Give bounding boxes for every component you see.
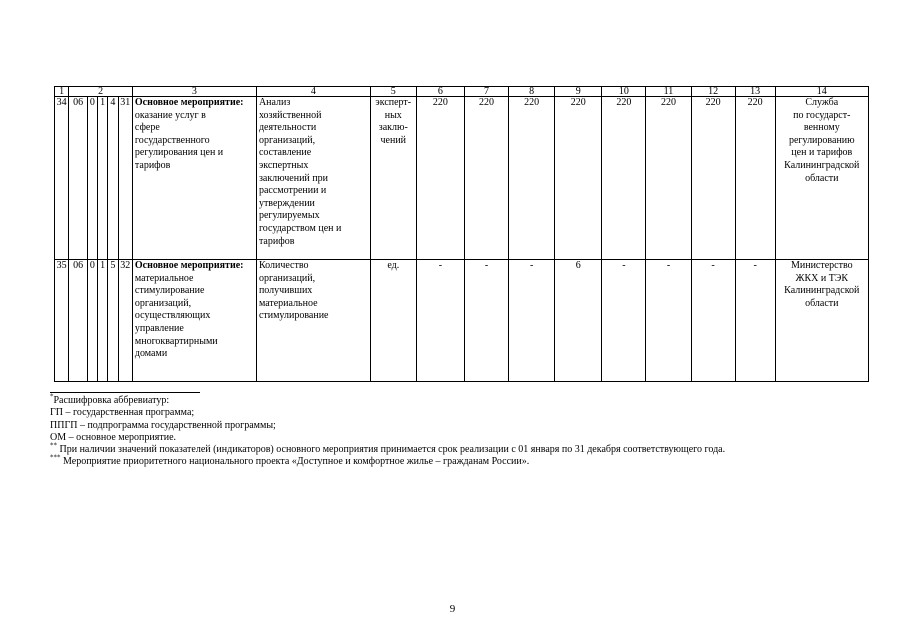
value-cell: 220 [735,97,775,260]
value-cell: - [465,260,509,382]
code-cell: 31 [118,97,132,260]
value-cell: 220 [602,97,646,260]
footnote-national-project: *** Мероприятие приоритетного национального проекта «Доступное и комфортное жилье – гражданам России». [50,454,530,468]
activity-cell [132,97,256,260]
table-row [55,260,869,382]
row-number: 34 [55,97,69,260]
column-header: 10 [602,87,646,97]
value-cell: - [646,260,691,382]
footnote-om: ОМ – основное мероприятие. [50,431,177,443]
footnote-mark: * [50,392,54,401]
footnote-divider [50,392,200,393]
column-header: 6 [416,87,464,97]
table-row [55,97,869,260]
column-header: 7 [465,87,509,97]
activity-description: оказание услуг в сфере государственного регулирования цен и тарифов [134,109,224,171]
row-number: 35 [55,260,69,382]
value-cell: - [735,260,775,382]
footnote-ppgp: ППГП – подпрограмма государственной программы; [50,419,276,431]
code-cell: 06 [69,260,87,382]
value-cell: - [416,260,464,382]
footnote-period: ** При наличии значений показателей (индикаторов) основного мероприятия принимается срок реализации с 01 января по 31 декабря соответствующего года. [50,441,726,456]
indicator-cell: Количество организаций, получивших материальное стимулирование [256,260,370,382]
footnotes [50,392,870,469]
code-cell: 5 [108,260,118,382]
executor-cell: Служба по государст- венному регулированию цен и тарифов Калининградской области [775,97,868,260]
code-cell: 1 [98,260,108,382]
unit-cell: ед. [370,260,416,382]
column-header: 2 [69,87,133,97]
value-cell: 220 [646,97,691,260]
column-header: 12 [691,87,735,97]
column-header: 3 [132,87,256,97]
column-header: 9 [555,87,602,97]
value-cell: 220 [691,97,735,260]
page-number: 9 [449,603,456,615]
code-cell: 06 [69,97,87,260]
footnote-abbreviations-title: *Расшифровка аббревиатур: [50,392,170,406]
code-cell: 32 [118,260,132,382]
value-cell: 220 [416,97,464,260]
value-cell: - [691,260,735,382]
code-cell: 1 [98,97,108,260]
indicator-cell: Анализ хозяйственной деятельности организаций, составление экспертных заключений при рассмотрении и утверждении регулируемых государством цен и тарифов [256,97,370,260]
value-cell: 220 [555,97,602,260]
footnote-mark: ** [50,441,57,450]
value-cell: - [602,260,646,382]
code-cell: 4 [108,97,118,260]
footnote-mark: *** [50,454,61,463]
column-header: 5 [370,87,416,97]
column-header: 11 [646,87,691,97]
code-cell: 0 [87,97,97,260]
column-header: 4 [256,87,370,97]
executor-cell: Министерство ЖКХ и ТЭК Калининградской области [775,260,868,382]
activity-cell [132,260,256,382]
value-cell: - [509,260,555,382]
column-header: 1 [55,87,69,97]
value-cell: 6 [555,260,602,382]
code-cell: 0 [87,260,97,382]
activity-title: Основное мероприятие: [134,97,244,108]
column-header: 8 [509,87,555,97]
table-header-row [55,87,869,97]
unit-cell: эксперт- ных заклю- чений [370,97,416,260]
value-cell: 220 [509,97,555,260]
column-header: 14 [775,87,868,97]
indicators-table [54,86,869,382]
footnote-gp: ГП – государственная программа; [50,407,195,419]
column-header: 13 [735,87,775,97]
activity-description: материальное стимулирование организаций, осуществляющих управление многоквартирными домами [134,272,218,360]
activity-title: Основное мероприятие: [134,260,244,271]
value-cell: 220 [465,97,509,260]
